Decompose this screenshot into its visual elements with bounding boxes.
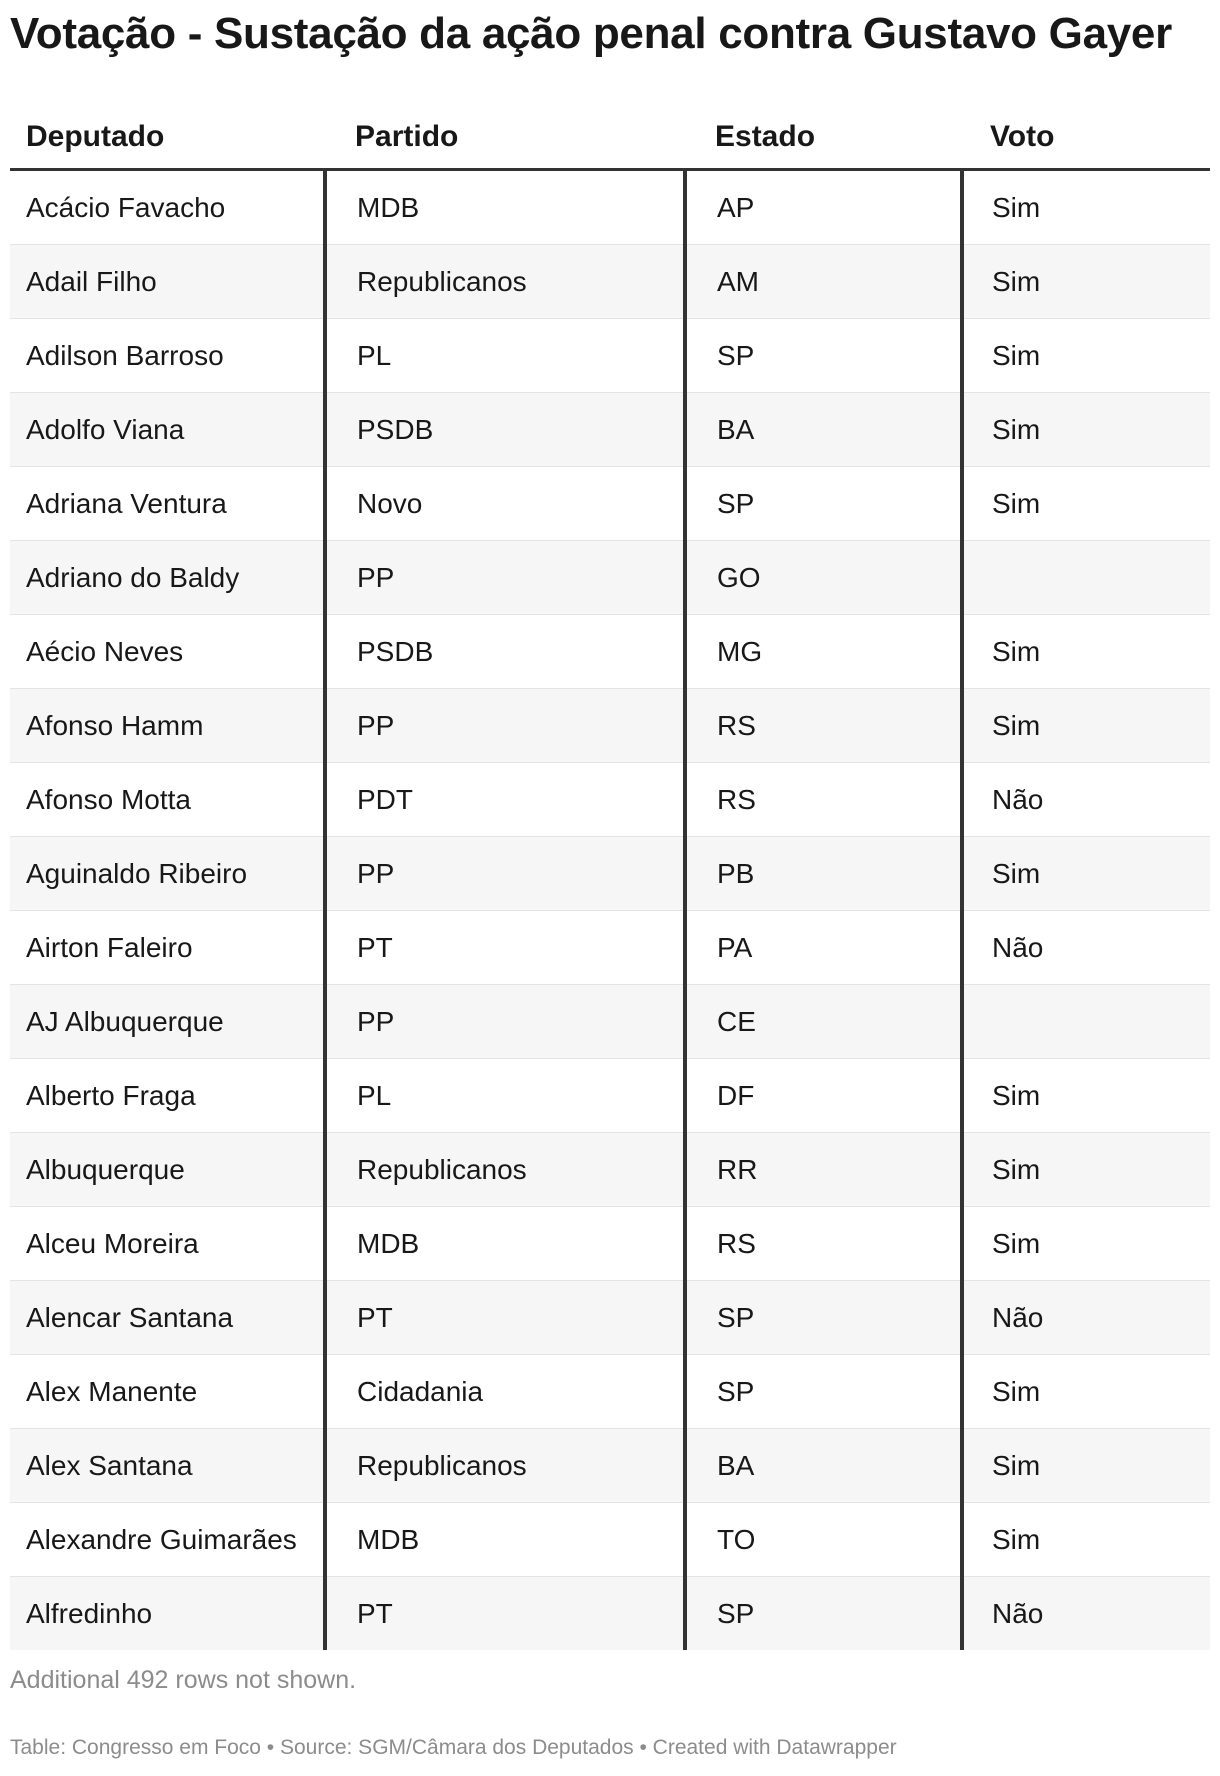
cell-voto: Sim (962, 1355, 1210, 1429)
cell-estado: DF (685, 1059, 962, 1133)
cell-deputado: Adriana Ventura (10, 467, 325, 541)
cell-voto: Sim (962, 1503, 1210, 1577)
cell-voto: Sim (962, 393, 1210, 467)
cell-voto: Sim (962, 689, 1210, 763)
cell-partido: PL (325, 319, 685, 393)
column-header-deputado[interactable]: Deputado (10, 106, 325, 170)
table-row (10, 985, 1210, 1059)
table-row (10, 1133, 1210, 1207)
cell-voto: Sim (962, 1133, 1210, 1207)
cell-estado: PB (685, 837, 962, 911)
cell-estado: BA (685, 393, 962, 467)
cell-partido: PSDB (325, 615, 685, 689)
cell-deputado: Aguinaldo Ribeiro (10, 837, 325, 911)
table-row (10, 615, 1210, 689)
cell-deputado: Alceu Moreira (10, 1207, 325, 1281)
votes-table (10, 106, 1210, 1650)
cell-deputado: Adail Filho (10, 245, 325, 319)
cell-estado: BA (685, 1429, 962, 1503)
cell-deputado: Adolfo Viana (10, 393, 325, 467)
cell-deputado: Adilson Barroso (10, 319, 325, 393)
cell-partido: PP (325, 689, 685, 763)
table-row (10, 393, 1210, 467)
cell-estado: RS (685, 763, 962, 837)
cell-voto: Não (962, 763, 1210, 837)
table-row (10, 1281, 1210, 1355)
cell-partido: Novo (325, 467, 685, 541)
cell-voto: Sim (962, 1207, 1210, 1281)
cell-voto: Sim (962, 170, 1210, 245)
table-row (10, 467, 1210, 541)
cell-deputado: Alberto Fraga (10, 1059, 325, 1133)
cell-deputado: Afonso Motta (10, 763, 325, 837)
cell-partido: PSDB (325, 393, 685, 467)
cell-deputado: Acácio Favacho (10, 170, 325, 245)
cell-deputado: Adriano do Baldy (10, 541, 325, 615)
cell-partido: Republicanos (325, 1429, 685, 1503)
cell-voto (962, 985, 1210, 1059)
cell-partido: PT (325, 911, 685, 985)
cell-partido: PDT (325, 763, 685, 837)
header-row (10, 106, 1210, 170)
cell-estado: SP (685, 1281, 962, 1355)
table-row (10, 763, 1210, 837)
table-row (10, 1059, 1210, 1133)
cell-estado: SP (685, 319, 962, 393)
cell-estado: MG (685, 615, 962, 689)
cell-voto: Não (962, 1577, 1210, 1651)
cell-estado: SP (685, 1577, 962, 1651)
cell-deputado: Afonso Hamm (10, 689, 325, 763)
table-body (10, 170, 1210, 1651)
cell-partido: PL (325, 1059, 685, 1133)
cell-voto (962, 541, 1210, 615)
cell-voto: Sim (962, 467, 1210, 541)
cell-voto: Sim (962, 245, 1210, 319)
cell-partido: PT (325, 1577, 685, 1651)
cell-partido: Cidadania (325, 1355, 685, 1429)
table-row (10, 245, 1210, 319)
cell-estado: RR (685, 1133, 962, 1207)
cell-estado: TO (685, 1503, 962, 1577)
cell-deputado: AJ Albuquerque (10, 985, 325, 1059)
cell-voto: Sim (962, 319, 1210, 393)
cell-estado: CE (685, 985, 962, 1059)
table-row (10, 319, 1210, 393)
table-row (10, 1355, 1210, 1429)
cell-partido: PP (325, 985, 685, 1059)
cell-deputado: Alex Santana (10, 1429, 325, 1503)
cell-partido: PT (325, 1281, 685, 1355)
column-header-estado[interactable]: Estado (685, 106, 962, 170)
cell-voto: Sim (962, 1429, 1210, 1503)
table-row (10, 689, 1210, 763)
cell-voto: Sim (962, 1059, 1210, 1133)
cell-deputado: Airton Faleiro (10, 911, 325, 985)
cell-estado: SP (685, 1355, 962, 1429)
table-row (10, 1503, 1210, 1577)
cell-estado: PA (685, 911, 962, 985)
cell-voto: Sim (962, 615, 1210, 689)
cell-estado: RS (685, 1207, 962, 1281)
table-container (10, 0, 1210, 1759)
cell-deputado: Aécio Neves (10, 615, 325, 689)
cell-estado: GO (685, 541, 962, 615)
table-row (10, 1207, 1210, 1281)
cell-partido: Republicanos (325, 245, 685, 319)
cell-partido: Republicanos (325, 1133, 685, 1207)
table-row (10, 541, 1210, 615)
cell-deputado: Alex Manente (10, 1355, 325, 1429)
table-row (10, 911, 1210, 985)
cell-deputado: Alencar Santana (10, 1281, 325, 1355)
cell-voto: Sim (962, 837, 1210, 911)
table-row (10, 1577, 1210, 1651)
column-header-voto[interactable]: Voto (962, 106, 1210, 170)
cell-estado: RS (685, 689, 962, 763)
table-row (10, 170, 1210, 245)
cell-estado: AP (685, 170, 962, 245)
cell-voto: Não (962, 1281, 1210, 1355)
cell-partido: MDB (325, 1503, 685, 1577)
cell-partido: MDB (325, 1207, 685, 1281)
table-row (10, 837, 1210, 911)
table-row (10, 1429, 1210, 1503)
source-footer: Table: Congresso em Foco • Source: SGM/Câmara dos Deputados • Created with Datawrapper (10, 1736, 897, 1759)
cell-partido: PP (325, 837, 685, 911)
cell-deputado: Albuquerque (10, 1133, 325, 1207)
column-header-partido[interactable]: Partido (325, 106, 685, 170)
cell-deputado: Alfredinho (10, 1577, 325, 1651)
cell-partido: MDB (325, 170, 685, 245)
cell-deputado: Alexandre Guimarães (10, 1503, 325, 1577)
cell-estado: AM (685, 245, 962, 319)
rows-not-shown-note: Additional 492 rows not shown. (10, 1666, 357, 1694)
cell-partido: PP (325, 541, 685, 615)
table-title: Votação - Sustação da ação penal contra Gustavo Gayer (10, 9, 1172, 58)
cell-voto: Não (962, 911, 1210, 985)
cell-estado: SP (685, 467, 962, 541)
